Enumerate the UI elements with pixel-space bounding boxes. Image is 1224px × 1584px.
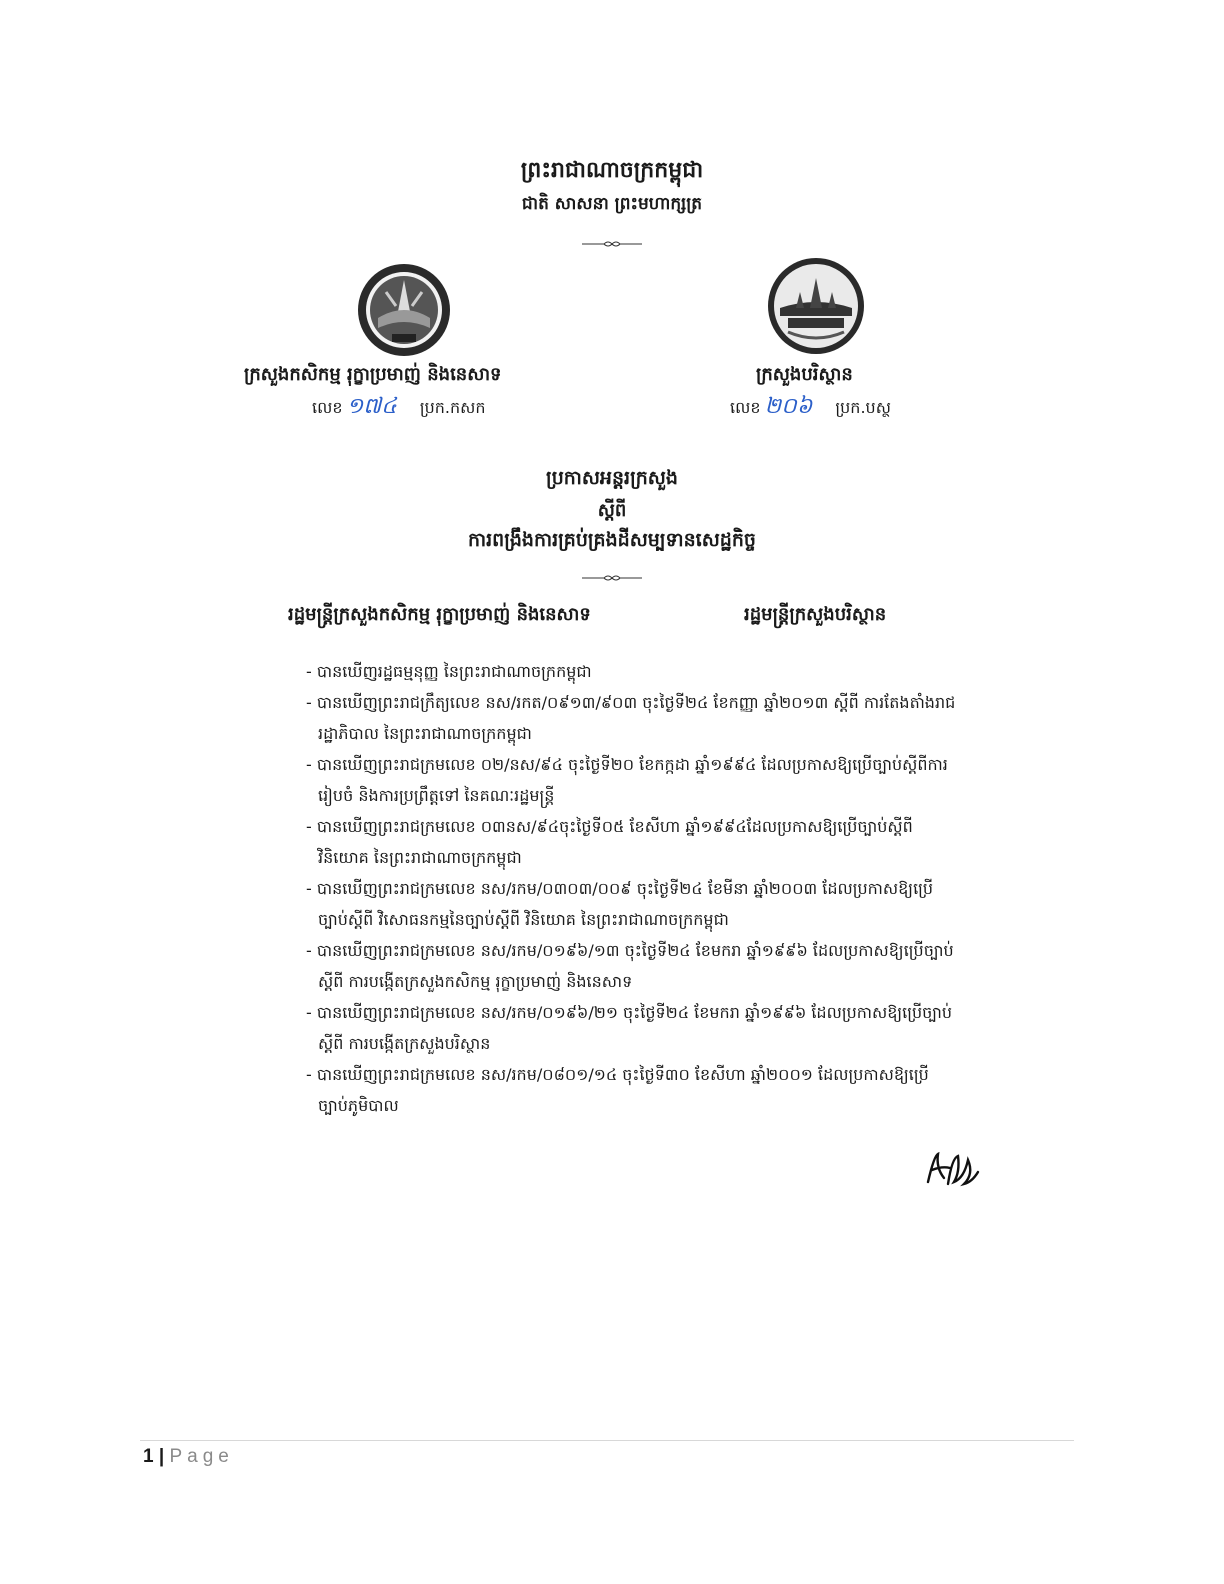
- left-ministry-reference: [312, 392, 486, 424]
- page-label: Page: [169, 1446, 234, 1467]
- agriculture-ministry-seal-icon: [356, 262, 452, 358]
- list-item: - បានឃើញព្រះរាជក្រមលេខ នស/រកម/០១៩៦/២១ ចុះថ្ងៃទី២៤ ខែមករា ឆ្នាំ១៩៩៦ ដែលប្រកាសឱ្យប្រើច្បាប់ស្តីពី ការបង្កើតក្រសួងបរិស្ថាន: [306, 1003, 953, 1053]
- list-item: - បានឃើញព្រះរាជក្រមលេខ ០២/នស/៩៤ ចុះថ្ងៃទី២០ ខែកក្កដា ឆ្នាំ១៩៩៤ ដែលប្រកាសឱ្យប្រើច្បាប់ស្តីពីការរៀបចំ និងការប្រព្រឹត្តទៅ នៃគណៈរដ្ឋមន្ត្រី: [306, 755, 948, 805]
- list-item: - បានឃើញព្រះរាជក្រមលេខ នស/រកម/០៨០១/១៤ ចុះថ្ងៃទី៣០ ខែសីហា ឆ្នាំ២០០១ ដែលប្រកាសឱ្យប្រើច្បាប់ភូមិបាល: [306, 1065, 929, 1115]
- list-item: - បានឃើញរដ្ឋធម្មនុញ្ញ នៃព្រះរាជាណាចក្រកម្ពុជា: [306, 662, 592, 681]
- right-ref-prefix: លេខ: [730, 398, 761, 417]
- list-item: - បានឃើញព្រះរាជក្រមលេខ នស/រកម/០៣០៣/០០៩ ចុះថ្ងៃទី២៤ ខែមីនា ឆ្នាំ២០០៣ ដែលប្រកាសឱ្យប្រើច្បាប់ស្តីពី វិសោធនកម្មនៃច្បាប់ស្តីពី វិនិយោគ នៃព្រះរាជាណាចក្រកម្ពុជា: [306, 879, 934, 929]
- page-number: 1: [143, 1446, 154, 1467]
- kingdom-heading: ព្រះរាជាណាចក្រកម្ពុជា: [520, 158, 704, 183]
- right-ref-suffix: ប្រក.បស្ថ: [835, 398, 891, 417]
- proclamation-subject: ការពង្រឹងការគ្រប់គ្រងដីសម្បទានសេដ្ឋកិច្ច: [468, 529, 756, 551]
- legal-basis-list: [306, 656, 956, 1121]
- initials-signature-icon: [924, 1148, 982, 1190]
- right-ministry-name: ក្រសួងបរិស្ថាន: [756, 364, 853, 385]
- right-minister-title: រដ្ឋមន្ត្រីក្រសួងបរិស្ថាន: [744, 604, 887, 625]
- list-item: - បានឃើញព្រះរាជក្រមលេខ នស/រកម/០១៩៦/១៣ ចុះថ្ងៃទី២៤ ខែមករា ឆ្នាំ១៩៩៦ ដែលប្រកាសឱ្យប្រើច្បាប់ស្តីពី ការបង្កើតក្រសួងកសិកម្ម រុក្ខាប្រមាញ់ និងនេសាទ: [306, 941, 954, 991]
- right-ref-number: ២០៦: [764, 394, 813, 419]
- left-ministry-name: ក្រសួងកសិកម្ម រុក្ខាប្រមាញ់ និងនេសាទ: [244, 364, 502, 385]
- environment-ministry-seal-icon: [766, 256, 866, 356]
- ornament-divider-icon: [582, 240, 642, 248]
- list-item: - បានឃើញព្រះរាជក្រមលេខ ០៣នស/៩៤ចុះថ្ងៃទី០៥ ខែសីហា ឆ្នាំ១៩៩៤ដែលប្រកាសឱ្យប្រើច្បាប់ស្តីពី វិនិយោគ នៃព្រះរាជាណាចក្រកម្ពុជា: [306, 817, 913, 867]
- proclamation-subject-label: ស្តីពី: [597, 500, 627, 521]
- left-minister-title: រដ្ឋមន្ត្រីក្រសួងកសិកម្ម រុក្ខាប្រមាញ់ និងនេសាទ: [288, 604, 591, 625]
- proclamation-title: ប្រកាសអន្តរក្រសួង: [546, 467, 678, 489]
- list-item: - បានឃើញព្រះរាជក្រឹត្យលេខ នស/រកត/០៩១៣/៩០៣ ចុះថ្ងៃទី២៤ ខែកញ្ញា ឆ្នាំ២០១៣ ស្តីពី ការតែងតាំងរាជរដ្ឋាភិបាល នៃព្រះរាជាណាចក្រកម្ពុជា: [306, 693, 956, 743]
- ornament-divider-icon: [582, 574, 642, 582]
- left-ref-prefix: លេខ: [312, 398, 343, 417]
- page-footer: [143, 1446, 234, 1468]
- page-separator: |: [158, 1446, 165, 1467]
- left-ref-number: ១៧៤: [346, 394, 397, 419]
- footer-divider: [140, 1440, 1074, 1441]
- left-ref-suffix: ប្រក.កសក: [419, 398, 486, 417]
- national-motto: ជាតិ សាសនា ព្រះមហាក្សត្រ: [521, 194, 703, 214]
- right-ministry-reference: [730, 392, 891, 424]
